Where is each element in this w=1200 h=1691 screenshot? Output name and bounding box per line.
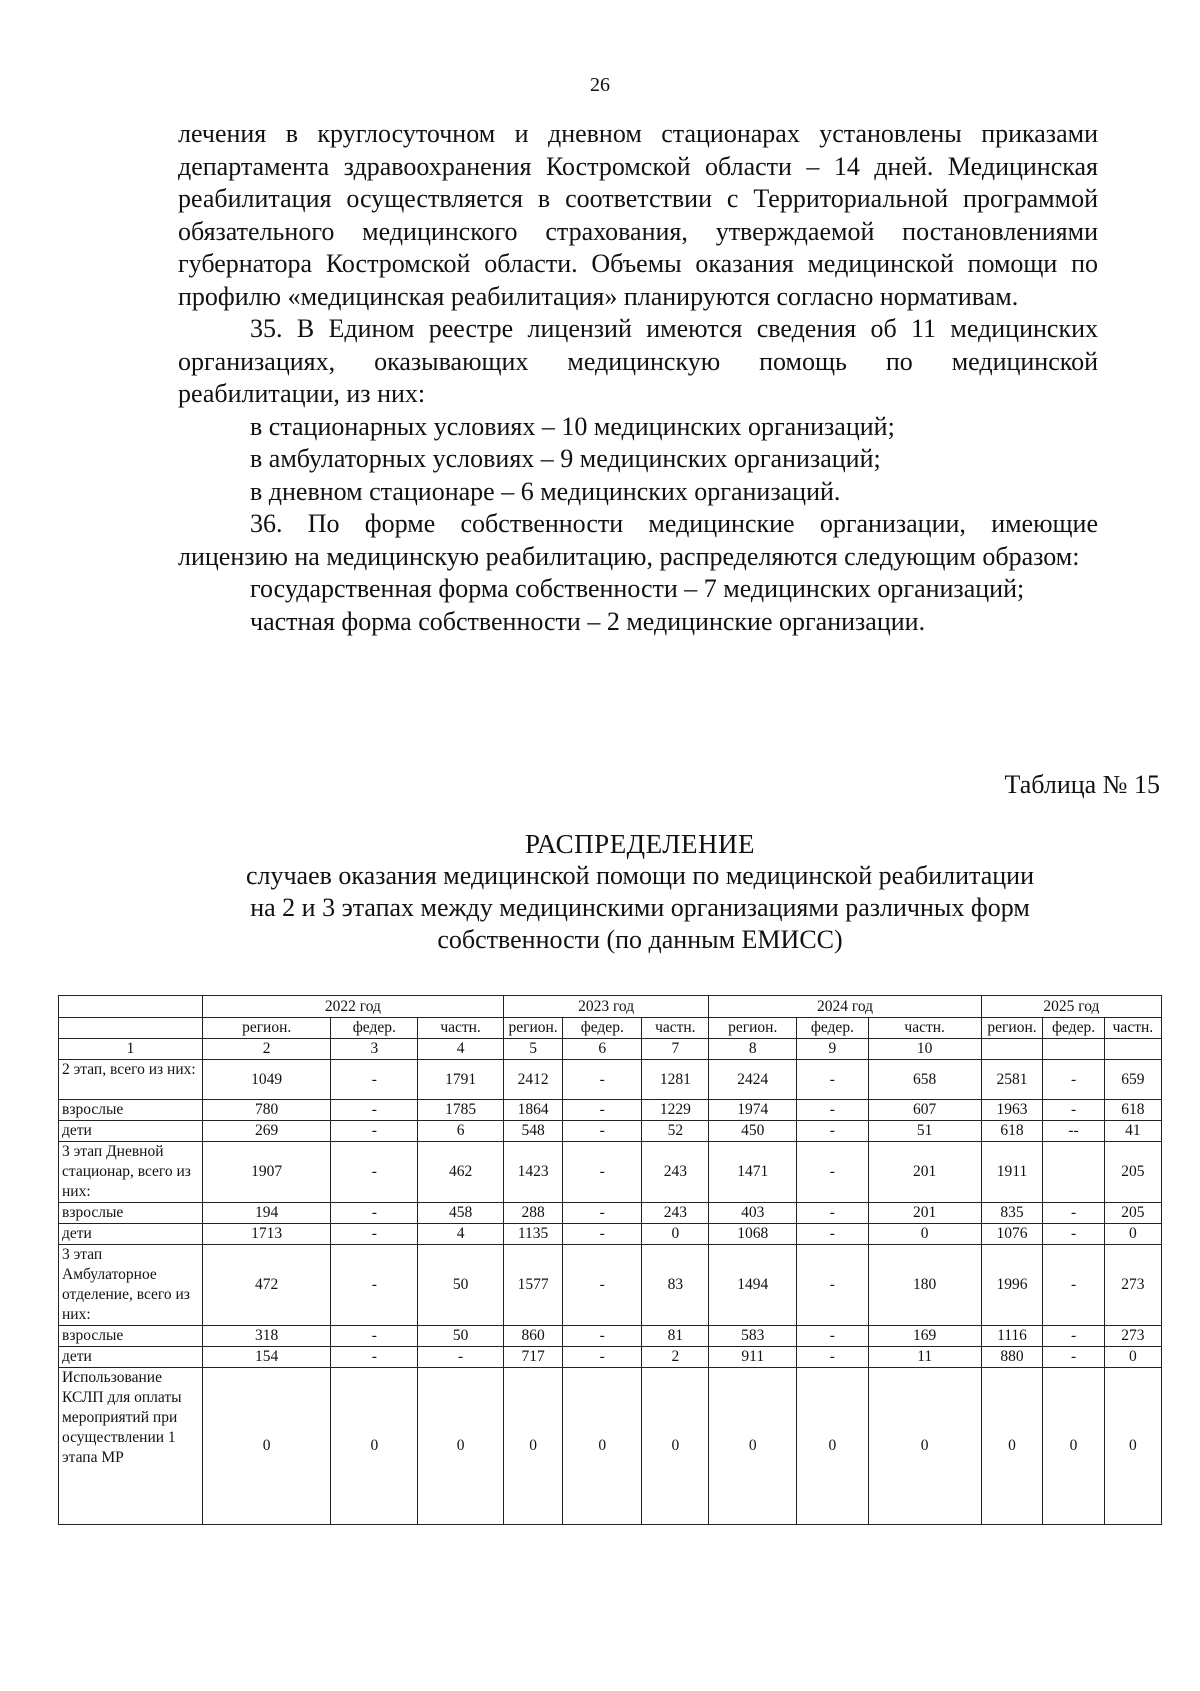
table-cell: 1907 (202, 1142, 331, 1203)
table-cell: 273 (1104, 1326, 1161, 1347)
table-cell: 860 (503, 1326, 562, 1347)
table-cell: - (1043, 1245, 1105, 1326)
table-cell: 154 (202, 1347, 331, 1368)
table-cell: 0 (709, 1368, 797, 1525)
paragraph: в стационарных условиях – 10 медицинских организаций; (250, 411, 895, 441)
table-cell: 458 (418, 1203, 504, 1224)
column-number-cell (1043, 1039, 1105, 1060)
column-number-cell (981, 1039, 1043, 1060)
table-cell: 205 (1104, 1203, 1161, 1224)
table-cell: - (331, 1347, 418, 1368)
table-cell: - (331, 1245, 418, 1326)
heading-title: РАСПРЕДЕЛЕНИЕ (524, 829, 756, 859)
table-row (59, 1142, 1162, 1203)
table-cell: - (563, 1121, 642, 1142)
column-number-cell (1104, 1039, 1161, 1060)
table-cell: 205 (1104, 1142, 1161, 1203)
table-cell: 403 (709, 1203, 797, 1224)
table-cell: 194 (202, 1203, 331, 1224)
column-number-cell: 8 (709, 1039, 797, 1060)
year-header: 2024 год (709, 996, 981, 1018)
table-cell: - (797, 1326, 868, 1347)
table-cell: 201 (868, 1203, 981, 1224)
table-cell: 0 (642, 1224, 709, 1245)
table-cell: - (563, 1100, 642, 1121)
year-header-row (59, 996, 1162, 1018)
table-cell: 0 (981, 1368, 1043, 1525)
table-cell: 1049 (202, 1060, 331, 1100)
table-row (59, 1224, 1162, 1245)
sub-header-cell: федер. (563, 1018, 642, 1039)
table-cell: 273 (1104, 1245, 1161, 1326)
column-number-cell: 10 (868, 1039, 981, 1060)
column-number-row (59, 1039, 1162, 1060)
table-cell: 243 (642, 1203, 709, 1224)
table-cell: 1713 (202, 1224, 331, 1245)
table-row (59, 1326, 1162, 1347)
table-cell: 880 (981, 1347, 1043, 1368)
table-cell: 618 (981, 1121, 1043, 1142)
table-cell: - (1043, 1224, 1105, 1245)
paragraph: государственная форма собственности – 7 медицинских организаций; (250, 574, 1025, 603)
table-cell: - (563, 1060, 642, 1100)
table-cell: - (797, 1142, 868, 1203)
table-cell: 0 (1104, 1368, 1161, 1525)
year-header: 2022 год (202, 996, 503, 1018)
table-cell: - (797, 1060, 868, 1100)
sub-header-cell: частн. (868, 1018, 981, 1039)
table-cell: 1911 (981, 1142, 1043, 1203)
year-header: 2025 год (981, 996, 1161, 1018)
table-row (59, 1060, 1162, 1100)
table-cell: 318 (202, 1326, 331, 1347)
table-cell: 607 (868, 1100, 981, 1121)
table-cell: 180 (868, 1245, 981, 1326)
table-cell: 1229 (642, 1100, 709, 1121)
table-cell (1043, 1142, 1105, 1203)
table-cell: - (797, 1347, 868, 1368)
body-text (178, 118, 1098, 638)
sub-header-cell: частн. (418, 1018, 504, 1039)
table-cell: - (797, 1121, 868, 1142)
distribution-table (58, 995, 1162, 1525)
table-cell: 2412 (503, 1060, 562, 1100)
table-cell: 2581 (981, 1060, 1043, 1100)
paragraph: 35. В Едином реестре лицензий имеются сведения об 11 медицинских организациях, оказывающих медицинскую помощь по медицинской реабилитации, из них: (178, 314, 1098, 408)
table-header-cell (59, 996, 203, 1018)
table-cell: 0 (418, 1368, 504, 1525)
table-row (59, 1245, 1162, 1326)
table-cell: 0 (563, 1368, 642, 1525)
sub-header-cell: регион. (202, 1018, 331, 1039)
table-cell: 1116 (981, 1326, 1043, 1347)
table-cell: - (797, 1100, 868, 1121)
page-number: 26 (590, 74, 610, 96)
row-label: 2 этап, всего из них: (59, 1060, 203, 1100)
table-cell: 288 (503, 1203, 562, 1224)
table-cell: - (797, 1203, 868, 1224)
table-cell: 0 (202, 1368, 331, 1525)
table-cell: 1996 (981, 1245, 1043, 1326)
table-cell: - (797, 1224, 868, 1245)
table-cell: -- (1043, 1121, 1105, 1142)
year-header: 2023 год (503, 996, 708, 1018)
paragraph: частная форма собственности – 2 медицинские организации. (250, 606, 926, 636)
table-cell: 51 (868, 1121, 981, 1142)
table-cell: 0 (642, 1368, 709, 1525)
table-cell: 83 (642, 1245, 709, 1326)
table-cell: 1076 (981, 1224, 1043, 1245)
table-cell: 0 (1104, 1224, 1161, 1245)
table-cell: 618 (1104, 1100, 1161, 1121)
row-label: 3 этап Дневной стационар, всего из них: (59, 1142, 203, 1203)
table-row (59, 1121, 1162, 1142)
paragraph: лечения в круглосуточном и дневном стационарах установлены приказами департамента здравоохранения Костромской области – 14 дней. Медицинская реабилитация осуществляется в соответствии с Территориальной программой обязательного медицинского страхования, утверждаемой постановлениями губернатора Костромской области. Объемы оказания медицинской помощи по профилю «медицинская реабилитация» планируются согласно нормативам. (178, 119, 1098, 311)
heading-line: случаев оказания медицинской помощи по медицинской реабилитации (245, 861, 1035, 890)
table-cell: - (331, 1203, 418, 1224)
table-cell: 583 (709, 1326, 797, 1347)
table-cell: 835 (981, 1203, 1043, 1224)
table-cell: 717 (503, 1347, 562, 1368)
sub-header-cell: федер. (797, 1018, 868, 1039)
table-cell: 6 (418, 1121, 504, 1142)
table-cell: 1864 (503, 1100, 562, 1121)
table-cell: - (563, 1142, 642, 1203)
column-number-cell: 3 (331, 1039, 418, 1060)
table-cell: 0 (1043, 1368, 1105, 1525)
table-cell: 50 (418, 1326, 504, 1347)
table-cell: 169 (868, 1326, 981, 1347)
table-cell: 1785 (418, 1100, 504, 1121)
sub-header-cell: регион. (981, 1018, 1043, 1039)
table-cell: 659 (1104, 1060, 1161, 1100)
table-cell: 11 (868, 1347, 981, 1368)
table-cell: - (563, 1347, 642, 1368)
table-cell: 41 (1104, 1121, 1161, 1142)
column-number-cell: 7 (642, 1039, 709, 1060)
table-cell: 0 (868, 1224, 981, 1245)
table-cell: 472 (202, 1245, 331, 1326)
table-cell: 1281 (642, 1060, 709, 1100)
table-cell: 1135 (503, 1224, 562, 1245)
table-cell: 0 (797, 1368, 868, 1525)
table-cell: - (1043, 1203, 1105, 1224)
column-number-cell: 2 (202, 1039, 331, 1060)
table-cell: - (331, 1224, 418, 1245)
sub-header-cell: регион. (709, 1018, 797, 1039)
table-cell: 0 (331, 1368, 418, 1525)
sub-header-cell: федер. (1043, 1018, 1105, 1039)
sub-header-row (59, 1018, 1162, 1039)
table-cell: - (1043, 1347, 1105, 1368)
table-cell: - (1043, 1060, 1105, 1100)
table-row (59, 1347, 1162, 1368)
column-number-cell: 5 (503, 1039, 562, 1060)
table-cell: - (331, 1100, 418, 1121)
table-cell: 1423 (503, 1142, 562, 1203)
row-label: Использование КСЛП для оплаты мероприятий при осуществлении 1 этапа МР (59, 1368, 203, 1525)
table-cell: 52 (642, 1121, 709, 1142)
table-cell: 2 (642, 1347, 709, 1368)
column-number-cell: 6 (563, 1039, 642, 1060)
table-cell: - (1043, 1326, 1105, 1347)
table-cell: 911 (709, 1347, 797, 1368)
table-cell: 450 (709, 1121, 797, 1142)
table-cell: 1471 (709, 1142, 797, 1203)
table-cell: - (563, 1245, 642, 1326)
row-label: дети (59, 1224, 203, 1245)
column-number-cell: 4 (418, 1039, 504, 1060)
table-cell: 243 (642, 1142, 709, 1203)
table-cell: 2424 (709, 1060, 797, 1100)
table-cell: 201 (868, 1142, 981, 1203)
table-cell: 1494 (709, 1245, 797, 1326)
table-header-cell (59, 1018, 203, 1039)
table-cell: - (331, 1142, 418, 1203)
table-cell: - (331, 1326, 418, 1347)
table-heading (160, 828, 1120, 956)
table-cell: 658 (868, 1060, 981, 1100)
table-cell: 0 (503, 1368, 562, 1525)
heading-line: на 2 и 3 этапах между медицинскими организациями различных форм (250, 893, 1030, 922)
table-cell: 1068 (709, 1224, 797, 1245)
table-cell: 1974 (709, 1100, 797, 1121)
table-number: Таблица № 15 (1004, 770, 1160, 799)
table-cell: 1963 (981, 1100, 1043, 1121)
paragraph: 36. По форме собственности медицинские организации, имеющие лицензию на медицинскую реабилитацию, распределяются следующим образом: (178, 509, 1098, 571)
table-cell: 0 (868, 1368, 981, 1525)
row-label: дети (59, 1121, 203, 1142)
table-cell: - (563, 1203, 642, 1224)
table-cell: 50 (418, 1245, 504, 1326)
paragraph: в дневном стационаре – 6 медицинских организаций. (250, 476, 841, 506)
table-row (59, 1203, 1162, 1224)
table-cell: - (1043, 1100, 1105, 1121)
heading-line: собственности (по данным ЕМИСС) (437, 925, 843, 954)
table-row (59, 1100, 1162, 1121)
table-cell: 1577 (503, 1245, 562, 1326)
table-cell: - (797, 1245, 868, 1326)
table-cell: 1791 (418, 1060, 504, 1100)
sub-header-cell: частн. (1104, 1018, 1161, 1039)
row-label: взрослые (59, 1326, 203, 1347)
table-cell: 548 (503, 1121, 562, 1142)
table-cell: - (418, 1347, 504, 1368)
row-label: взрослые (59, 1203, 203, 1224)
table-cell: 81 (642, 1326, 709, 1347)
table-row (59, 1368, 1162, 1525)
column-number-cell: 1 (59, 1039, 203, 1060)
table-cell: - (331, 1060, 418, 1100)
table-cell: - (563, 1224, 642, 1245)
sub-header-cell: регион. (503, 1018, 562, 1039)
table-cell: 269 (202, 1121, 331, 1142)
sub-header-cell: федер. (331, 1018, 418, 1039)
table-cell: 462 (418, 1142, 504, 1203)
table-cell: - (331, 1121, 418, 1142)
row-label: дети (59, 1347, 203, 1368)
sub-header-cell: частн. (642, 1018, 709, 1039)
table-cell: - (563, 1326, 642, 1347)
table-cell: 780 (202, 1100, 331, 1121)
column-number-cell: 9 (797, 1039, 868, 1060)
table-cell: 0 (1104, 1347, 1161, 1368)
row-label: взрослые (59, 1100, 203, 1121)
table-cell: 4 (418, 1224, 504, 1245)
row-label: 3 этап Амбулаторное отделение, всего из них: (59, 1245, 203, 1326)
paragraph: в амбулаторных условиях – 9 медицинских организаций; (250, 444, 881, 473)
